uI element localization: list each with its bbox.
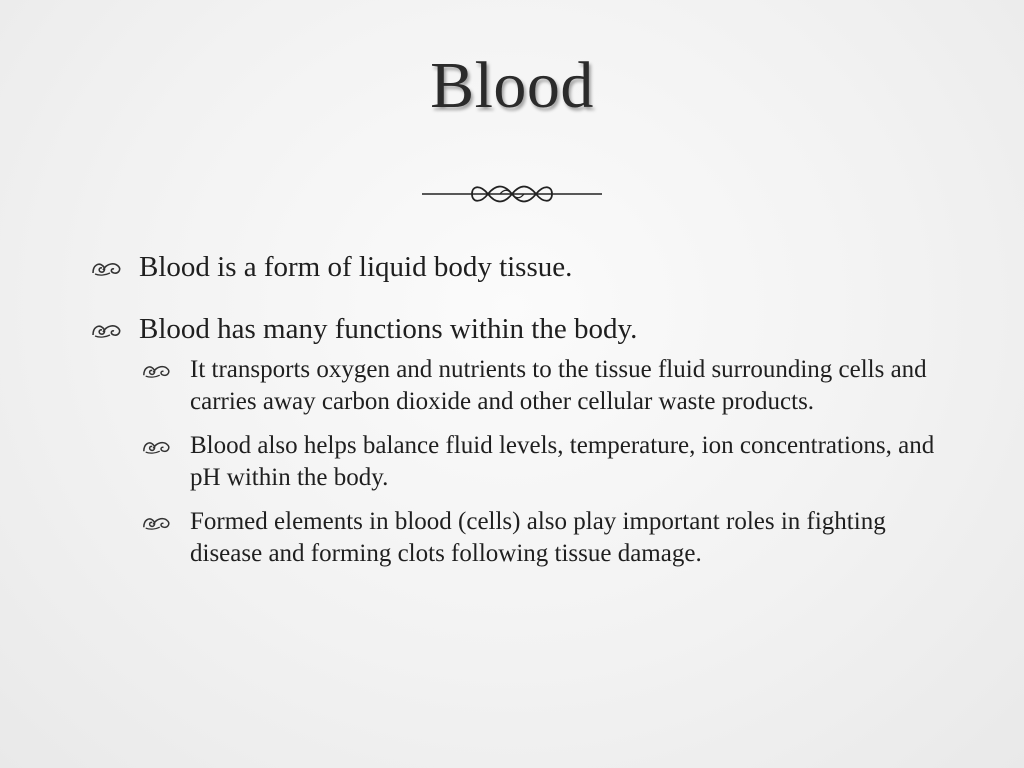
sub-bullet-text: Blood also helps balance fluid levels, temperature, ion concentrations, and pH within the body. [190,432,935,491]
bullet-item [86,312,946,570]
sub-bullet-text: It transports oxygen and nutrients to the tissue fluid surrounding cells and carries away carbon dioxide and other cellular waste products. [190,356,927,415]
bullet-list [86,250,946,598]
sub-bullet-item [139,354,946,418]
sub-bullet-item [139,506,946,570]
scroll-bullet-icon [90,259,122,277]
sub-bullet-list [139,354,946,570]
scroll-bullet-icon [141,438,171,455]
bullet-text: Blood is a form of liquid body tissue. [139,251,573,283]
bullet-item [86,250,946,284]
sub-bullet-text: Formed elements in blood (cells) also play important roles in fighting disease and forming clots following tissue damage. [190,508,886,567]
slide-title: Blood [430,49,594,122]
scroll-bullet-icon [141,362,171,379]
scroll-bullet-icon [90,321,122,339]
scroll-bullet-icon [141,514,171,531]
sub-bullet-item [139,430,946,494]
flourish-divider-icon [420,180,604,208]
bullet-text: Blood has many functions within the body. [139,313,638,345]
